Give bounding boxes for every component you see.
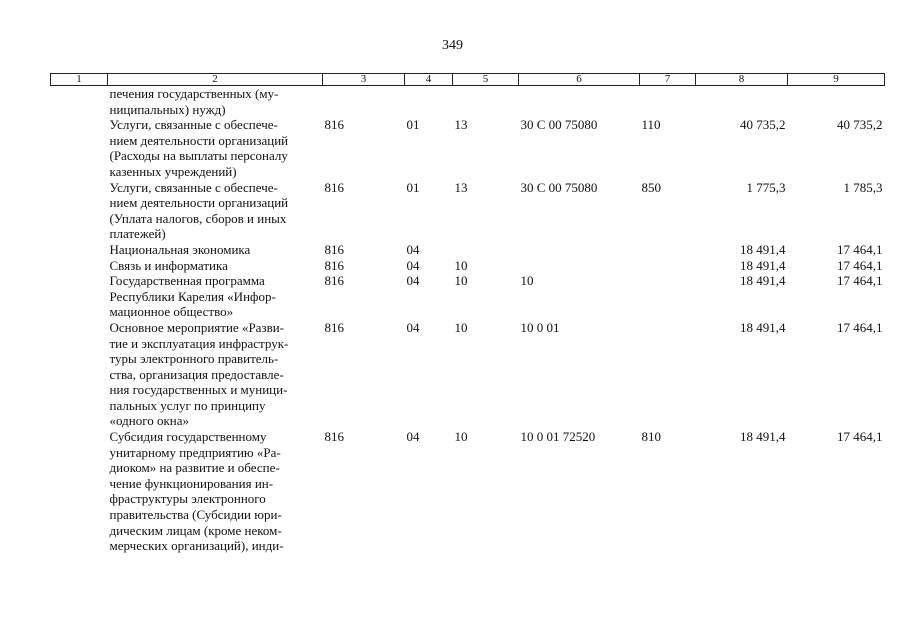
table-row xyxy=(51,117,885,179)
target-article-cell xyxy=(519,242,640,258)
subsection-code-cell: 10 xyxy=(454,273,468,289)
expense-type-cell xyxy=(640,258,696,274)
subsection-code-cell: 13 xyxy=(454,117,468,133)
table-row xyxy=(51,320,885,429)
item-name-cell xyxy=(108,429,323,554)
item-name-cell xyxy=(108,273,323,320)
item-name-line: ства, организация предоставле- xyxy=(109,366,284,382)
item-name-cell xyxy=(108,242,323,258)
amount-year2-cell: 17 464,1 xyxy=(837,273,883,289)
page-number: 349 xyxy=(442,38,463,53)
section-code-cell: 04 xyxy=(406,241,420,257)
column-header: 7 xyxy=(640,74,696,86)
section-code-cell: 04 xyxy=(406,273,420,289)
item-name-line: казенных учреждений) xyxy=(109,163,237,179)
section-code-cell: 04 xyxy=(406,257,420,273)
item-name-line: Связь и информатика xyxy=(109,257,228,273)
amount-year2-cell: 17 464,1 xyxy=(837,241,883,257)
section-code-cell: 04 xyxy=(406,429,420,445)
column-header: 8 xyxy=(696,74,788,86)
row-number-cell xyxy=(51,86,108,118)
table-body xyxy=(51,86,885,554)
row-number-cell xyxy=(51,258,108,274)
table-row xyxy=(51,273,885,320)
section-code-cell: 01 xyxy=(406,179,420,195)
item-name-line: фраструктуры электронного xyxy=(109,491,266,507)
target-article-cell xyxy=(519,86,640,118)
section-code-cell xyxy=(405,86,453,118)
target-article-cell: 10 0 01 xyxy=(520,319,560,335)
amount-year1-cell xyxy=(696,86,788,118)
item-name-line: правительства (Субсидии юри- xyxy=(109,507,282,523)
item-name-line: пальных услуг по принципу xyxy=(109,397,266,413)
amount-year1-cell: 18 491,4 xyxy=(740,257,786,273)
item-name-line: нием деятельности организаций xyxy=(109,132,289,148)
subsection-code-cell xyxy=(453,86,519,118)
item-name-line: (Уплата налогов, сборов и иных xyxy=(109,210,287,226)
item-name-line: унитарному предприятию «Ра- xyxy=(109,444,281,460)
item-name-line: Республики Карелия «Инфор- xyxy=(109,288,276,304)
table-row xyxy=(51,180,885,242)
expense-type-cell: 110 xyxy=(641,117,661,133)
item-name-line: (Расходы на выплаты персоналу xyxy=(109,148,288,164)
item-name-cell xyxy=(108,117,323,179)
item-name-line: мерческих организаций), инди- xyxy=(109,538,284,554)
table-row xyxy=(51,429,885,554)
section-code-cell: 01 xyxy=(406,117,420,133)
item-name-line: туры электронного правитель- xyxy=(109,351,279,367)
item-name-line: мационное общество» xyxy=(109,304,234,320)
table-row xyxy=(51,258,885,274)
column-header: 1 xyxy=(51,74,108,86)
column-header: 4 xyxy=(405,74,453,86)
item-name-cell xyxy=(108,320,323,429)
expense-type-cell: 810 xyxy=(641,429,661,445)
item-name-line: платежей) xyxy=(109,226,166,242)
item-name-line: «одного окна» xyxy=(109,413,189,429)
amount-year1-cell: 18 491,4 xyxy=(740,273,786,289)
target-article-cell: 30 С 00 75080 xyxy=(520,179,598,195)
amount-year2-cell: 17 464,1 xyxy=(837,319,883,335)
item-name-line: чение функционирования ин- xyxy=(109,475,274,491)
item-name-line: Субсидия государственному xyxy=(109,429,267,445)
item-name-cell xyxy=(108,258,323,274)
amount-year1-cell: 1 775,3 xyxy=(746,179,786,195)
grbs-code-cell: 816 xyxy=(324,241,344,257)
amount-year1-cell: 18 491,4 xyxy=(740,429,786,445)
subsection-code-cell: 10 xyxy=(454,319,468,335)
expense-type-cell: 850 xyxy=(641,179,661,195)
row-number-cell xyxy=(51,242,108,258)
grbs-code-cell: 816 xyxy=(324,273,344,289)
subsection-code-cell xyxy=(453,242,519,258)
target-article-cell: 30 С 00 75080 xyxy=(520,117,598,133)
amount-year1-cell: 18 491,4 xyxy=(740,319,786,335)
item-name-line: Услуги, связанные с обеспече- xyxy=(109,179,278,195)
expense-type-cell xyxy=(640,86,696,118)
target-article-cell xyxy=(519,258,640,274)
grbs-code-cell: 816 xyxy=(324,429,344,445)
item-name-line: нием деятельности организаций xyxy=(109,195,289,211)
budget-table xyxy=(50,73,885,554)
table-row xyxy=(51,86,885,118)
column-header: 5 xyxy=(453,74,519,86)
subsection-code-cell: 10 xyxy=(454,429,468,445)
column-header: 6 xyxy=(519,74,640,86)
expense-type-cell xyxy=(640,242,696,258)
amount-year2-cell: 17 464,1 xyxy=(837,429,883,445)
item-name-line: тие и эксплуатация инфраструк- xyxy=(109,335,289,351)
row-number-cell xyxy=(51,320,108,429)
item-name-line: Услуги, связанные с обеспече- xyxy=(109,117,278,133)
amount-year1-cell: 18 491,4 xyxy=(740,241,786,257)
row-number-cell xyxy=(51,429,108,554)
column-header: 9 xyxy=(788,74,885,86)
grbs-code-cell: 816 xyxy=(324,179,344,195)
item-name-cell xyxy=(108,180,323,242)
row-number-cell xyxy=(51,117,108,179)
item-name-line: Национальная экономика xyxy=(109,241,251,257)
amount-year2-cell xyxy=(788,86,885,118)
subsection-code-cell: 13 xyxy=(454,179,468,195)
item-name-line: диоком» на развитие и обеспе- xyxy=(109,460,280,476)
header-row xyxy=(51,74,885,86)
item-name-line: дическим лицам (кроме неком- xyxy=(109,522,282,538)
grbs-code-cell xyxy=(323,86,405,118)
row-number-cell xyxy=(51,180,108,242)
column-header: 2 xyxy=(108,74,323,86)
table-row xyxy=(51,242,885,258)
amount-year2-cell: 17 464,1 xyxy=(837,257,883,273)
subsection-code-cell: 10 xyxy=(454,257,468,273)
amount-year2-cell: 1 785,3 xyxy=(843,179,883,195)
target-article-cell: 10 xyxy=(520,273,534,289)
row-number-cell xyxy=(51,273,108,320)
item-name-line: Основное мероприятие «Разви- xyxy=(109,319,284,335)
expense-type-cell xyxy=(640,273,696,320)
table-header xyxy=(51,74,885,86)
grbs-code-cell: 816 xyxy=(324,319,344,335)
section-code-cell: 04 xyxy=(406,319,420,335)
expense-type-cell xyxy=(640,320,696,429)
column-header: 3 xyxy=(323,74,405,86)
target-article-cell: 10 0 01 72520 xyxy=(520,429,596,445)
grbs-code-cell: 816 xyxy=(324,257,344,273)
item-name-line: печения государственных (му- xyxy=(109,86,279,101)
grbs-code-cell: 816 xyxy=(324,117,344,133)
item-name-line: Государственная программа xyxy=(109,273,265,289)
item-name-line: ниципальных) нужд) xyxy=(109,101,226,117)
item-name-line: ния государственных и муници- xyxy=(109,382,288,398)
amount-year1-cell: 40 735,2 xyxy=(740,117,786,133)
amount-year2-cell: 40 735,2 xyxy=(837,117,883,133)
item-name-cell xyxy=(108,86,323,118)
